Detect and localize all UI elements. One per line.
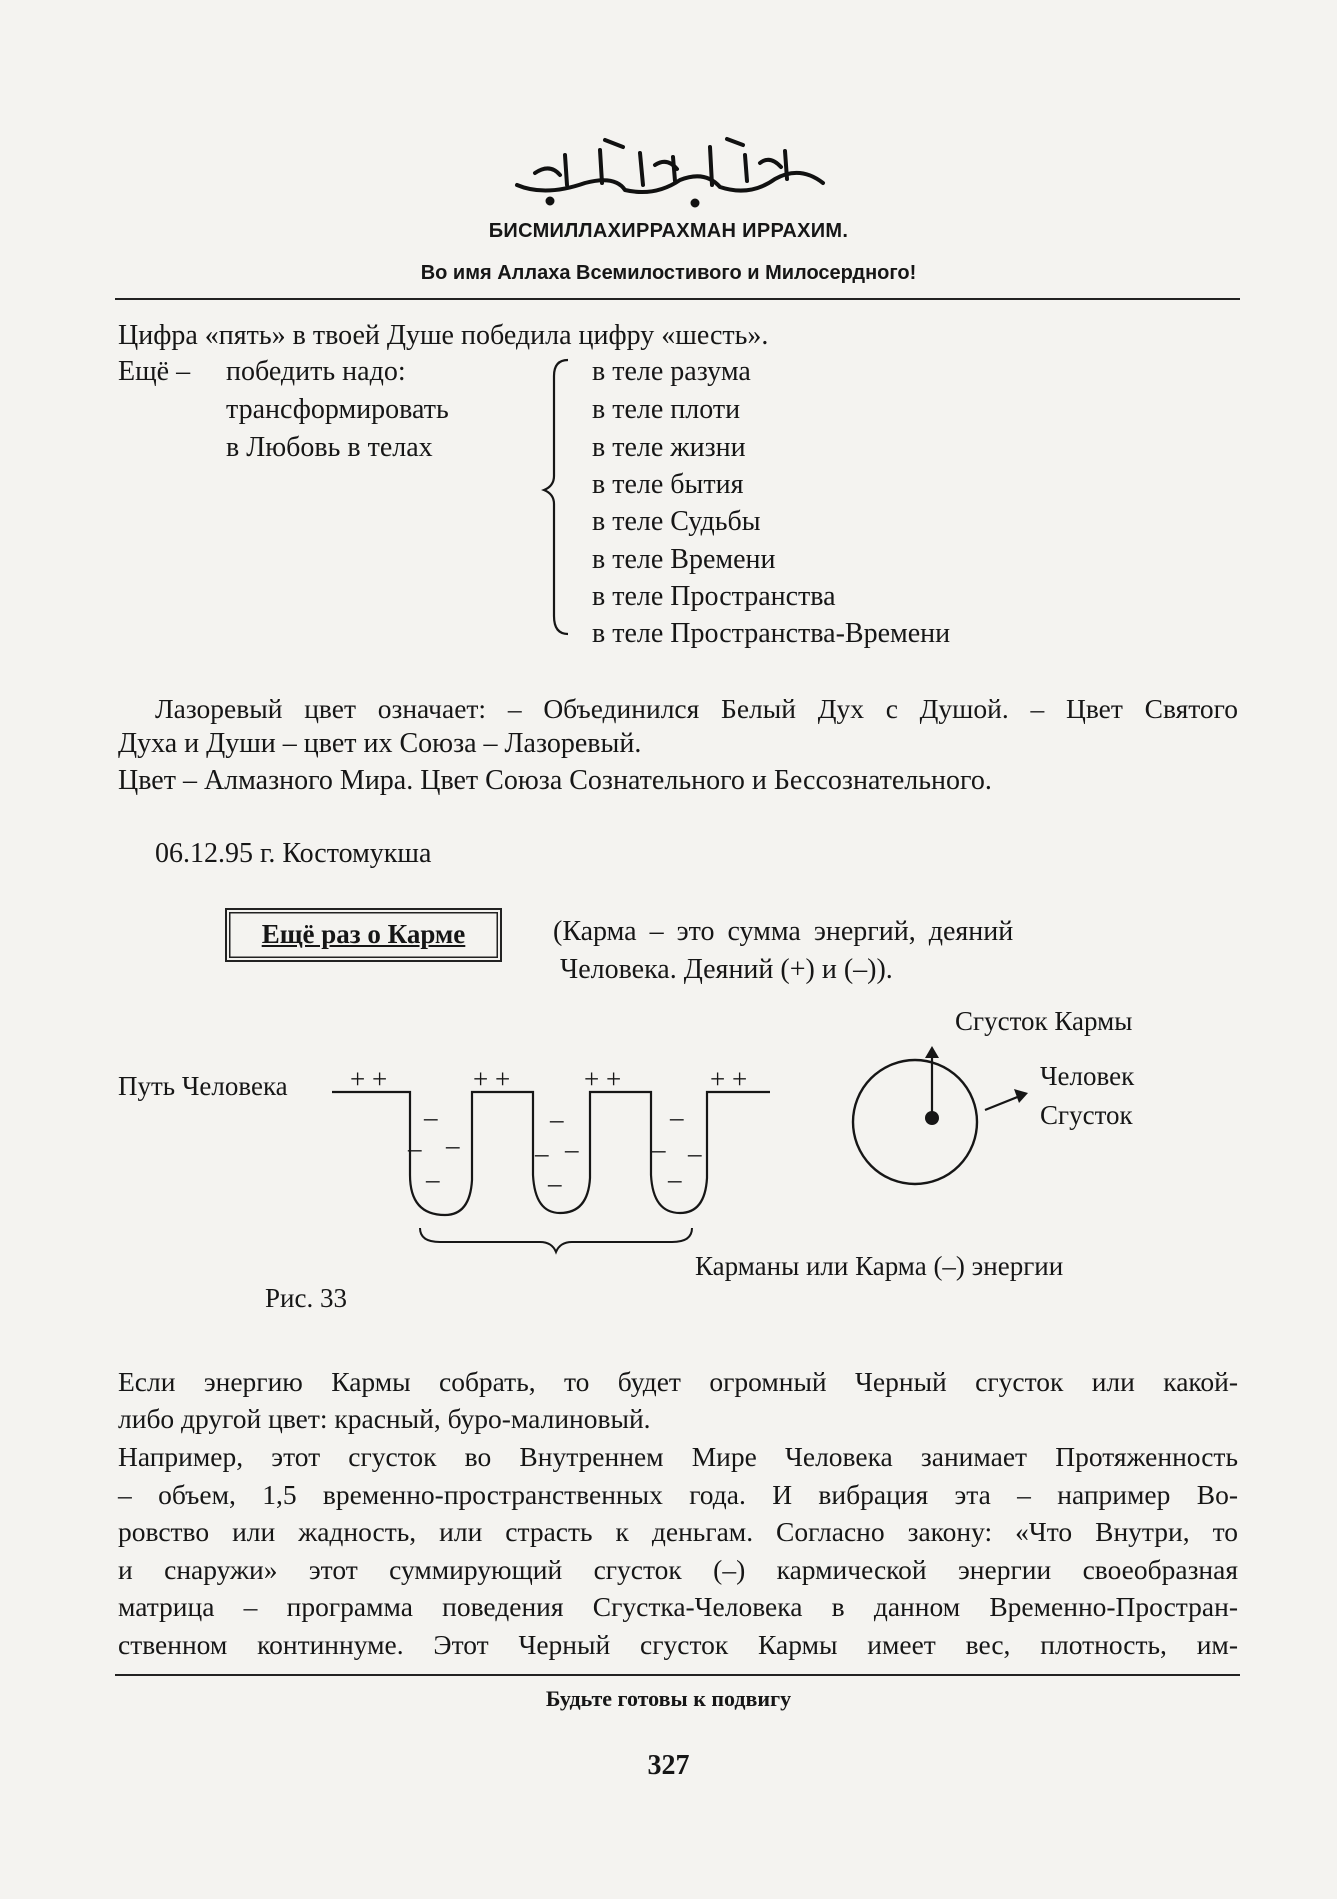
intro-line: Цифра «пять» в твоей Душе победила цифру «шесть». — [118, 320, 769, 351]
azure-line: Лазоревый цвет означает: – Объединился Белый Дух с Душой. – Цвет Святого — [155, 693, 1238, 724]
footer-rule — [115, 1674, 1240, 1676]
basmala-translation: Во имя Аллаха Всемилостивого и Милосердного! — [420, 262, 917, 284]
minus-sign: – — [652, 1134, 666, 1164]
clot-up-arrow-head — [925, 1046, 939, 1058]
minus-sign: – — [550, 1104, 564, 1134]
body-item: в теле жизни — [592, 432, 746, 463]
section-title: Ещё раз о Карме — [261, 919, 466, 949]
basmala-calligraphy — [505, 135, 835, 210]
pockets-label: Карманы или Карма (–) энергии — [695, 1251, 1064, 1281]
body-item: в теле Судьбы — [592, 506, 761, 537]
body-line: – объем, 1,5 временно-пространственных года. И вибрация эта – например Во- — [118, 1479, 1238, 1510]
plus-signs: + + — [710, 1064, 748, 1094]
body-line: матрица – программа поведения Сгустка-Человека в данном Временно-Простран- — [118, 1591, 1238, 1622]
minus-sign: – — [670, 1102, 684, 1132]
person-label: Человек — [1040, 1061, 1135, 1091]
karma-definition: (Карма – это сумма энергий, деяний — [553, 916, 1014, 947]
body-item: в теле плоти — [592, 394, 741, 425]
minus-sign: – — [688, 1138, 702, 1168]
minus-sign: – — [535, 1138, 549, 1168]
intro-left-pobedit: победить надо: — [226, 356, 406, 387]
intro-left-transform: трансформировать — [226, 394, 449, 425]
body-line: ровство или жадность, или страсть к деньгам. Согласно закону: «Что Внутри, то — [118, 1516, 1238, 1547]
body-item: в теле Пространства-Времени — [592, 618, 951, 649]
intro-left-ewe: Ещё – — [118, 356, 191, 387]
minus-sign: – — [446, 1130, 460, 1160]
minus-sign: – — [408, 1133, 422, 1163]
minus-sign: – — [424, 1102, 438, 1132]
plus-signs: + + — [473, 1064, 511, 1094]
azure-line: Цвет – Алмазного Мира. Цвет Союза Сознательного и Бессознательного. — [118, 765, 992, 796]
footer-motto: Будьте готовы к подвигу — [545, 1686, 792, 1711]
bodies-brace — [540, 358, 580, 638]
body-line: либо другой цвет: красный, буро-малиновый. — [118, 1403, 651, 1434]
intro-left-love: в Любовь в телах — [226, 432, 433, 463]
body-item: в теле бытия — [592, 469, 744, 500]
body-line: и снаружи» этот суммирующий сгусток (–) кармической энергии своеобразная — [118, 1554, 1238, 1585]
azure-line: Духа и Души – цвет их Союза – Лазоревый. — [118, 728, 642, 759]
minus-sign: – — [668, 1164, 682, 1194]
karma-definition: Человека. Деяний (+) и (–)). — [560, 954, 893, 985]
path-label: Путь Человека — [118, 1071, 288, 1101]
clot-circle — [853, 1060, 977, 1184]
minus-sign: – — [565, 1134, 579, 1164]
body-line: ственном континнуме. Этот Черный сгусток Кармы имеет вес, плотность, им- — [118, 1629, 1238, 1660]
minus-sign: – — [426, 1164, 440, 1194]
body-line: Например, этот сгусток во Внутреннем Мире Человека занимает Протяженность — [118, 1441, 1238, 1472]
basmala-transliteration: БИСМИЛЛАХИРРАХМАН ИРРАХИМ. — [488, 220, 849, 242]
body-item: в теле Пространства — [592, 581, 836, 612]
body-item: в теле разума — [592, 356, 751, 387]
figure-caption: Рис. 33 — [265, 1283, 347, 1313]
clot-right-arrow-shaft — [985, 1096, 1020, 1110]
clot-dot — [925, 1111, 939, 1125]
plus-signs: + + — [350, 1064, 388, 1094]
clot-right-arrow-head — [1014, 1089, 1028, 1103]
header-rule — [115, 298, 1240, 300]
clot-label: Сгусток Кармы — [955, 1006, 1133, 1036]
section-title-box — [225, 908, 502, 962]
clot-label-2: Сгусток — [1040, 1100, 1133, 1130]
minus-sign: – — [548, 1168, 562, 1198]
page-number: 327 — [647, 1750, 690, 1781]
body-item: в теле Времени — [592, 544, 776, 575]
body-line: Если энергию Кармы собрать, то будет огромный Черный сгусток или какой- — [118, 1366, 1238, 1397]
pockets-brace — [420, 1228, 692, 1252]
plus-signs: + + — [584, 1064, 622, 1094]
dateline: 06.12.95 г. Костомукша — [155, 838, 432, 869]
